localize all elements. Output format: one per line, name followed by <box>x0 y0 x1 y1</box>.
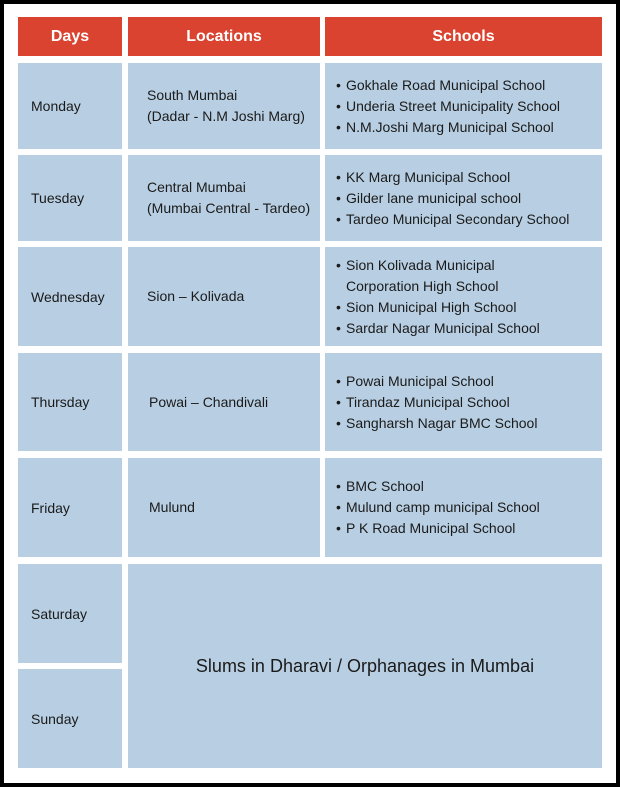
day-label: Tuesday <box>31 190 85 206</box>
school-item: • Tardeo Municipal Secondary School <box>336 209 602 230</box>
location-thursday <box>128 353 320 451</box>
schools-tuesday <box>325 155 602 241</box>
bullet: • <box>336 256 341 273</box>
bullet: • <box>336 372 341 389</box>
bullet: • <box>336 189 341 206</box>
school-item: • Tirandaz Municipal School <box>336 392 602 413</box>
school-item: • KK Marg Municipal School <box>336 167 602 188</box>
day-label: Saturday <box>31 605 88 622</box>
location-line: (Dadar - N.M Joshi Marg) <box>147 108 305 124</box>
day-monday <box>18 63 122 149</box>
schools-thursday <box>325 353 602 451</box>
location-line: Mulund <box>149 499 195 515</box>
bullet: • <box>336 76 341 93</box>
bullet: • <box>336 168 341 185</box>
school-item: • Underia Street Municipality School <box>336 96 602 117</box>
location-line: Sion – Kolivada <box>147 288 245 304</box>
schools-wednesday <box>325 247 602 346</box>
location-tuesday <box>128 155 320 241</box>
header-days: Days <box>18 17 122 56</box>
day-tuesday <box>18 155 122 241</box>
bullet: • <box>336 97 341 114</box>
bullet: • <box>336 520 341 536</box>
school-item: • Gilder lane municipal school <box>336 188 602 209</box>
day-label: Thursday <box>31 394 90 410</box>
bullet: • <box>336 298 341 315</box>
bullet: • <box>336 210 341 227</box>
school-item: • P K Road Municipal School <box>336 518 602 539</box>
day-thursday <box>18 353 122 451</box>
school-item: • Sion Kolivada Municipal Corporation High School <box>336 256 499 294</box>
bullet: • <box>336 478 341 494</box>
location-line: South Mumbai <box>147 87 238 103</box>
day-label: Sunday <box>31 710 79 727</box>
school-item: • Sardar Nagar Municipal School <box>336 318 602 339</box>
bullet: • <box>336 393 341 410</box>
header-locations: Locations <box>128 17 320 56</box>
day-saturday <box>18 564 122 663</box>
location-friday <box>128 458 320 557</box>
location-line: (Mumbai Central - Tardeo) <box>147 200 311 216</box>
school-item: • BMC School <box>336 476 602 497</box>
bullet: • <box>336 319 341 336</box>
school-item: • Mulund camp municipal School <box>336 497 602 518</box>
location-line: Powai – Chandivali <box>149 393 269 410</box>
school-item: • Gokhale Road Municipal School <box>336 75 602 96</box>
schools-friday <box>325 458 602 557</box>
school-item: • N.M.Joshi Marg Municipal School <box>336 117 602 138</box>
location-monday <box>128 63 320 149</box>
day-friday <box>18 458 122 557</box>
schedule-page <box>4 4 616 783</box>
location-line: Central Mumbai <box>147 179 246 195</box>
day-sunday <box>18 669 122 768</box>
weekend-activity-label: Slums in Dharavi / Orphanages in Mumbai <box>195 655 535 676</box>
day-label: Wednesday <box>31 288 105 305</box>
day-wednesday <box>18 247 122 346</box>
day-label: Friday <box>31 499 70 516</box>
school-item: • Powai Municipal School <box>336 371 602 392</box>
school-item: • Sangharsh Nagar BMC School <box>336 413 602 434</box>
schools-monday <box>325 63 602 149</box>
header-schools: Schools <box>325 17 602 56</box>
school-item: • Sion Municipal High School <box>336 297 602 318</box>
bullet: • <box>336 118 341 135</box>
weekend-activity <box>128 564 602 768</box>
bullet: • <box>336 414 341 431</box>
location-wednesday <box>128 247 320 346</box>
day-label: Monday <box>31 98 81 114</box>
bullet: • <box>336 499 341 515</box>
